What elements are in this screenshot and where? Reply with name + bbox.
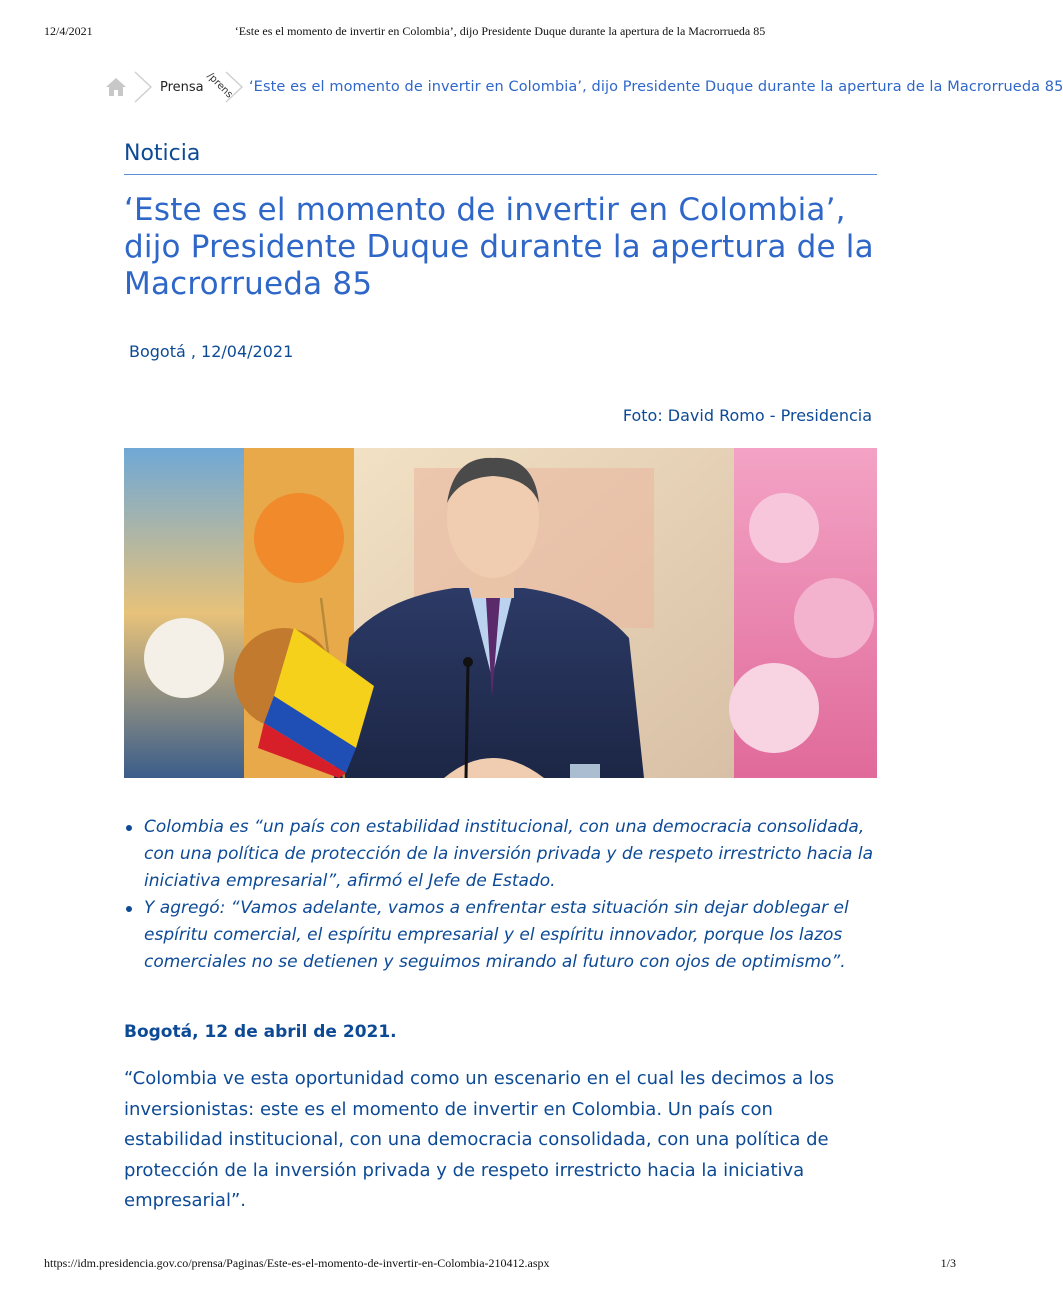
photo-credit: Foto: David Romo - Presidencia — [622, 406, 872, 425]
highlight-text: Colombia es “un país con estabilidad institucional, con una democracia consolidada, con una política de protección de la inversión privada y de respeto irrestricto hacia la iniciativa empresarial”, afirmó el Jefe de Estado. — [144, 817, 873, 891]
bullet-icon — [126, 825, 132, 831]
highlight-text: Y agregó: “Vamos adelante, vamos a enfrentar esta situación sin dejar doblegar el espíritu comercial, el espíritu empresarial y el espíritu innovador, porque los lazos comerciales no se detienen y seguimos mirando al futuro con ojos de optimismo”. — [144, 898, 849, 972]
print-header — [44, 24, 956, 40]
article-headline: ‘Este es el momento de invertir en Colombia’, dijo Presidente Duque durante la apertura de la Macrorrueda 85 — [124, 192, 874, 302]
print-title: ‘Este es el momento de invertir en Colombia’, dijo Presidente Duque durante la apertura de la Macrorrueda 85 — [234, 24, 766, 38]
print-date: 12/4/2021 — [44, 24, 93, 38]
section-divider — [124, 174, 877, 175]
breadcrumb-item-current[interactable]: ‘Este es el momento de invertir en Colombia’, dijo Presidente Duque durante la apertura de la Macrorrueda 85 — [248, 79, 1063, 95]
article-highlights — [124, 814, 877, 976]
chevron-right-icon — [132, 70, 154, 104]
article-location-date: Bogotá , 12/04/2021 — [129, 342, 294, 361]
article-photo — [124, 448, 877, 778]
print-footer — [44, 1256, 956, 1272]
article-dateline: Bogotá, 12 de abril de 2021. — [124, 1022, 397, 1042]
page-number: 1/3 — [940, 1256, 956, 1270]
list-item — [124, 814, 877, 895]
bullet-icon — [126, 906, 132, 912]
breadcrumb-overflow-text: /prens — [204, 70, 235, 100]
breadcrumb — [104, 70, 1063, 104]
home-icon[interactable] — [104, 76, 128, 98]
section-label: Noticia — [124, 141, 201, 166]
list-item — [124, 895, 877, 976]
article-paragraph: “Colombia ve esta oportunidad como un escenario en el cual les decimos a los inversionistas: este es el momento de invertir en Colombia. Un país con estabilidad institucional, con una democracia consolidada, con una política de protección de la inversión privada y de respeto irrestricto hacia la iniciativa empresarial”. — [124, 1068, 835, 1211]
print-url: https://idm.presidencia.gov.co/prensa/Paginas/Este-es-el-momento-de-invertir-en-Colombia-210412.aspx — [44, 1256, 550, 1270]
breadcrumb-item-prensa[interactable]: Prensa — [160, 79, 204, 95]
